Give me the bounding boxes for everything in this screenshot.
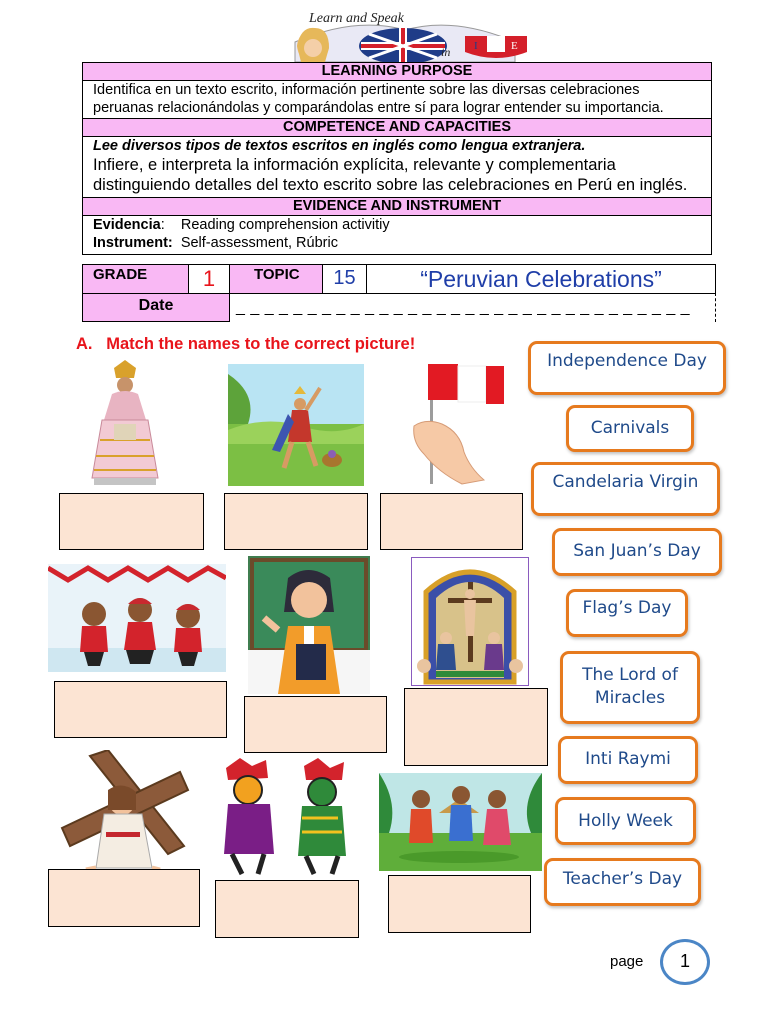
word-candelaria-virgin[interactable]: Candelaria Virgin (531, 462, 720, 516)
word-teachers-day[interactable]: Teacher’s Day (544, 858, 701, 906)
evidence-label: Evidencia (93, 217, 161, 233)
inti-raymi-picture (228, 364, 364, 486)
answer-box-8[interactable] (215, 880, 359, 938)
instrument-label: Instrument: (93, 235, 173, 251)
peruvian-flag-picture (412, 362, 508, 486)
logo-text: Learn and Speak (309, 11, 404, 26)
answer-box-5[interactable] (244, 696, 387, 753)
learning-purpose-line-2: peruanas relacionándolas y comparándolas entre sí para lograr entender su importancia. (93, 100, 664, 116)
jesus-cross-picture (60, 750, 190, 872)
word-holly-week[interactable]: Holly Week (555, 797, 696, 845)
topic-title: “Peruvian Celebrations” (366, 264, 716, 294)
competence-header: COMPETENCE AND CAPACITIES (83, 118, 711, 137)
teacher-picture (248, 556, 370, 694)
carnival-dancers-picture (218, 758, 354, 878)
logo-letter-e: E (511, 40, 518, 52)
answer-box-4[interactable] (54, 681, 227, 738)
date-line[interactable]: _ _ _ _ _ _ _ _ _ _ _ _ _ _ _ _ _ _ _ _ _ _ _ _ _ _ _ _ _ _ _ _ (229, 293, 716, 322)
answer-box-6[interactable] (404, 688, 548, 766)
answer-box-2[interactable] (224, 493, 368, 550)
topic-label: TOPIC (229, 264, 323, 294)
grade-label: GRADE (82, 264, 189, 294)
word-inti-raymi[interactable]: Inti Raymi (558, 736, 698, 784)
evidence-row: Evidencia: Reading comprehension activitiy (93, 217, 390, 233)
instrument-value: Self-assessment, Rúbric (180, 235, 338, 251)
answer-box-1[interactable] (59, 493, 204, 550)
lord-of-miracles-picture (411, 557, 529, 686)
children-celebrating-picture (48, 564, 226, 672)
competence-text (83, 137, 711, 197)
word-independence-day[interactable]: Independence Day (528, 341, 726, 395)
topic-value: 15 (322, 264, 367, 294)
page-label: page (610, 953, 644, 970)
virgin-statue-picture (84, 360, 166, 486)
answer-box-7[interactable] (48, 869, 200, 927)
learning-table (82, 62, 712, 255)
header-logo (265, 6, 541, 64)
grade-table (82, 264, 716, 322)
evidence-header: EVIDENCE AND INSTRUMENT (83, 197, 711, 216)
competence-line-1: Infiere, e interpreta la información explícita, relevante y complementaria (93, 156, 616, 174)
jungle-celebration-picture (379, 773, 542, 871)
page-number: 1 (660, 939, 710, 985)
word-carnivals[interactable]: Carnivals (566, 405, 694, 452)
logo-word-in: in (441, 45, 451, 59)
competence-italic: Lee diversos tipos de textos escritos en inglés como lengua extranjera. (93, 138, 586, 154)
learning-purpose-text (83, 81, 711, 118)
instrument-row (93, 234, 701, 252)
learning-purpose-header: LEARNING PURPOSE (83, 62, 711, 81)
date-label: Date (82, 293, 230, 322)
learning-purpose-line-1: Identifica en un texto escrito, información pertinente sobre las diversas celebraciones (93, 82, 640, 98)
word-san-juans-day[interactable]: San Juan’s Day (552, 528, 722, 576)
answer-box-3[interactable] (380, 493, 523, 550)
logo-letter-i: I (474, 40, 478, 52)
grade-value: 1 (188, 264, 230, 294)
answer-box-9[interactable] (388, 875, 531, 933)
word-lord-of-miracles[interactable]: The Lord of Miracles (560, 651, 700, 724)
evidence-value: Reading comprehension activitiy (180, 217, 390, 233)
evidence-text (83, 216, 711, 256)
competence-line-2: distinguiendo detalles del texto escrito sobre las celebraciones en Perú en inglés. (93, 176, 688, 194)
word-flags-day[interactable]: Flag’s Day (566, 589, 688, 637)
section-a-title: A. Match the names to the correct picture! (76, 335, 416, 353)
